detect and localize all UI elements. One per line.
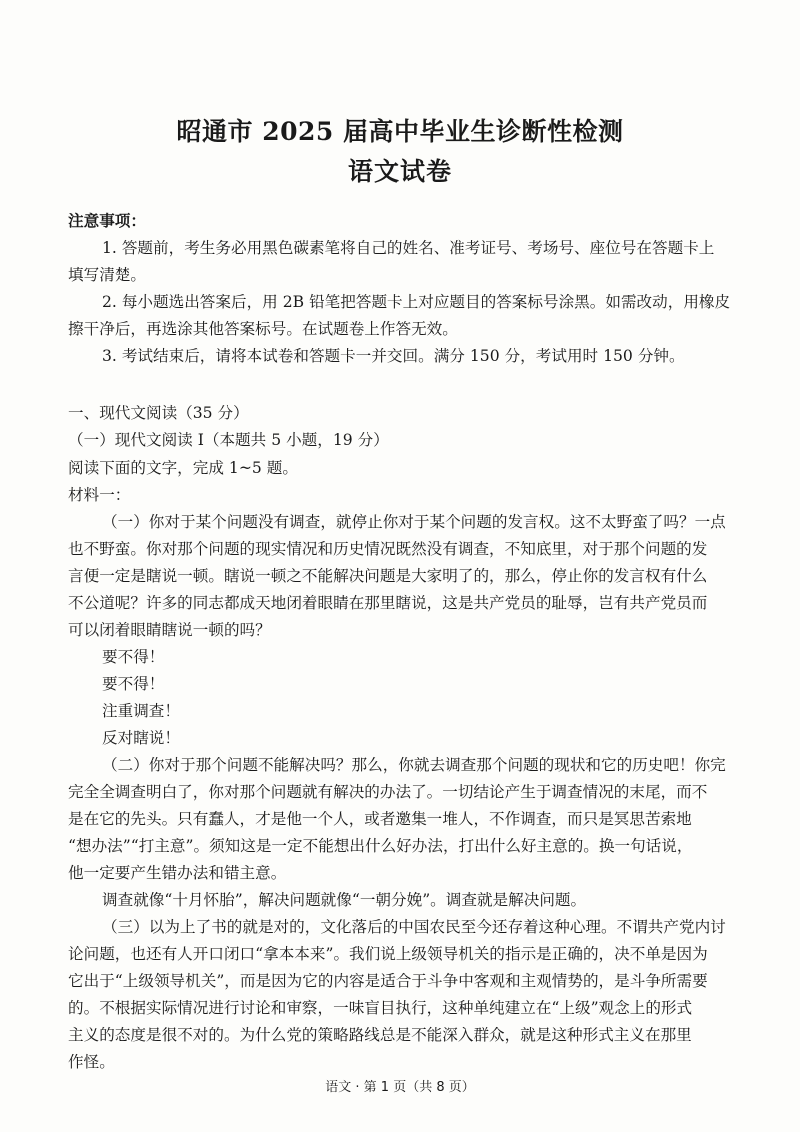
body-line: 论问题，也还有人开口闭口“拿本本来”。我们说上级领导机关的指示是正确的，决不单是因为: [68, 945, 708, 963]
reading-instruction: 阅读下面的文字，完成 1~5 题。: [68, 459, 298, 477]
page-footer: 语文 · 第 1 页（共 8 页）: [325, 1080, 475, 1095]
section-heading: 一、现代文阅读（35 分）: [68, 404, 249, 422]
body-line: 作怪。: [68, 1053, 115, 1071]
body-line: （二）你对于那个问题不能解决吗？那么，你就去调查那个问题的现状和它的历史吧！你完: [102, 756, 726, 774]
body-line: 是在它的先头。只有蠢人，才是他一个人，或者邀集一堆人，不作调查，而只是冥思苦索地: [68, 810, 692, 828]
body-line: 要不得！: [102, 648, 165, 666]
body-line: 它出于“上级领导机关”，而是因为它的内容是适合于斗争中客观和主观情势的，是斗争所需要: [68, 972, 708, 990]
body-line: （一）你对于某个问题没有调查，就停止你对于某个问题的发言权。这不太野蛮了吗？一点: [102, 513, 726, 531]
body-line: 言便一定是瞎说一顿。瞎说一顿之不能解决问题是大家明了的，那么，停止你的发言权有什么: [68, 567, 708, 585]
exam-subtitle: 语文试卷: [347, 157, 452, 186]
body-line: （三）以为上了书的就是对的，文化落后的中国农民至今还存着这种心理。不谓共产党内讨: [102, 918, 726, 936]
body-line: 不公道呢？许多的同志都成天地闭着眼睛在那里瞎说，这是共产党员的耻辱，岂有共产党员而: [68, 594, 708, 612]
material-label: 材料一：: [68, 486, 131, 504]
notice-line: 擦干净后，再选涂其他答案标号。在试题卷上作答无效。: [68, 320, 458, 338]
body-line: 的。不根据实际情况进行讨论和审察，一味盲目执行，这种单纯建立在“上级”观念上的形式: [68, 999, 693, 1017]
body-line: 主义的态度是很不对的。为什么党的策略路线总是不能深入群众，就是这种形式主义在那里: [68, 1026, 692, 1044]
body-line: 反对瞎说！: [102, 729, 180, 747]
notice-line: 3. 考试结束后，请将本试卷和答题卡一并交回。满分 150 分，考试用时 150 分钟。: [102, 347, 685, 365]
body-line: 要不得！: [102, 675, 165, 693]
notice-line: 2. 每小题选出答案后，用 2B 铅笔把答题卡上对应题目的答案标号涂黑。如需改动，用橡皮: [102, 293, 731, 311]
notice-line: 1. 答题前，考生务必用黑色碳素笔将自己的姓名、准考证号、考场号、座位号在答题卡上: [102, 239, 715, 257]
body-line: 可以闭着眼睛瞎说一顿的吗？: [68, 621, 271, 639]
exam-title: 昭通市 2025 届高中毕业生诊断性检测: [176, 117, 624, 146]
body-line: 也不野蛮。你对那个问题的现实情况和历史情况既然没有调查，不知底里，对于那个问题的发: [68, 540, 708, 558]
sub-section-heading: （一）现代文阅读 I（本题共 5 小题，19 分）: [68, 431, 389, 449]
body-line: 完全全调查明白了，你对那个问题就有解决的办法了。一切结论产生于调查情况的末尾，而不: [68, 783, 708, 801]
body-line: 调查就像“十月怀胎”，解决问题就像“一朝分娩”。调查就是解决问题。: [102, 891, 587, 909]
body-line: “想办法”“打主意”。须知这是一定不能想出什么好办法，打出什么好主意的。换一句话说，: [68, 837, 693, 855]
body-line: 他一定要产生错办法和错主意。: [68, 864, 287, 882]
notice-line: 填写清楚。: [68, 266, 146, 284]
body-line: 注重调查！: [102, 702, 180, 720]
notice-heading: 注意事项：: [68, 211, 146, 230]
